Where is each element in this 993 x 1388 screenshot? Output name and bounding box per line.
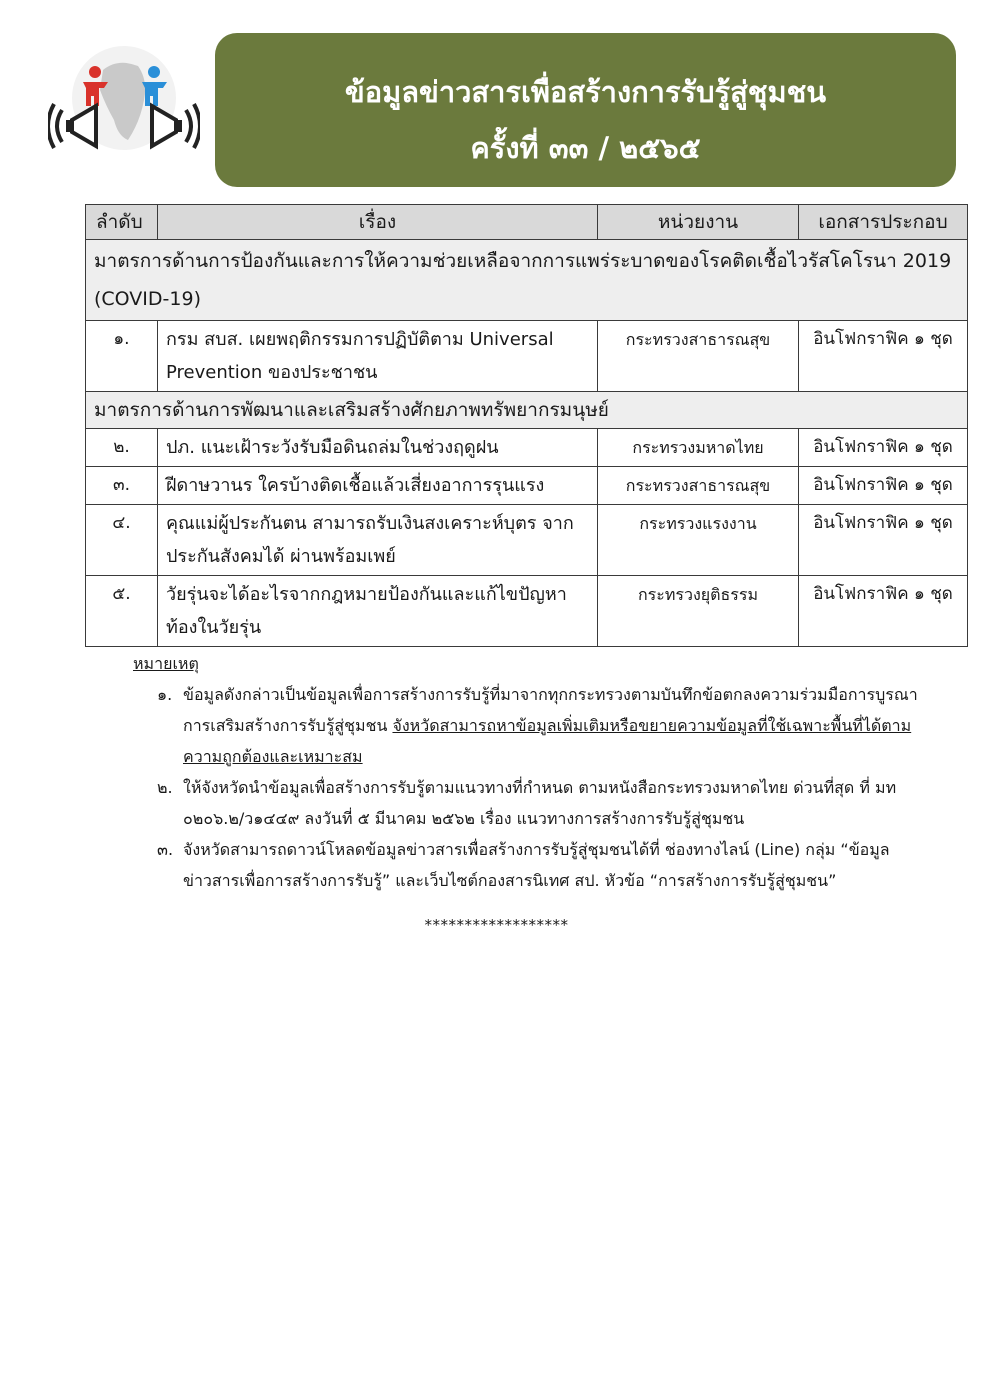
note-item <box>133 834 933 896</box>
note-text: ข้อมูลดังกล่าวเป็นข้อมูลเพื่อการสร้างการรับรู้ที่มาจากทุกกระทรวงตามบันทึกข้อตกลงความร่วมมือการบูรณาการเสริมสร้างการรับรู้สู่ชุมชน <box>183 685 918 735</box>
row-document: อินโฟกราฟิค ๑ ชุด <box>799 429 968 467</box>
row-number: ๒. <box>86 429 158 467</box>
table-row <box>86 321 968 392</box>
row-topic: คุณแม่ผู้ประกันตน สามารถรับเงินสงเคราะห์บุตร จากประกันสังคมได้ ผ่านพร้อมเพย์ <box>158 505 598 576</box>
row-agency: กระทรวงแรงงาน <box>598 505 799 576</box>
note-item <box>133 772 933 834</box>
row-topic: ฝีดาษวานร ใครบ้างติดเชื้อแล้วเสี่ยงอาการรุนแรง <box>158 467 598 505</box>
logo <box>48 40 200 170</box>
row-document: อินโฟกราฟิค ๑ ชุด <box>799 576 968 647</box>
row-document: อินโฟกราฟิค ๑ ชุด <box>799 321 968 392</box>
row-agency: กระทรวงสาธารณสุข <box>598 321 799 392</box>
section-row-human-resources <box>86 392 968 429</box>
row-number: ๓. <box>86 467 158 505</box>
row-document: อินโฟกราฟิค ๑ ชุด <box>799 467 968 505</box>
row-agency: กระทรวงยุติธรรม <box>598 576 799 647</box>
section-row-covid <box>86 240 968 321</box>
row-document: อินโฟกราฟิค ๑ ชุด <box>799 505 968 576</box>
note-number: ๓. <box>157 840 174 859</box>
notes-title: หมายเหตุ <box>133 654 199 673</box>
table-row <box>86 505 968 576</box>
separator: ****************** <box>424 916 569 934</box>
table-header-row <box>86 205 968 240</box>
row-number: ๔. <box>86 505 158 576</box>
table-row <box>86 429 968 467</box>
table-row <box>86 576 968 647</box>
section-title: มาตรการด้านการป้องกันและการให้ความช่วยเหลือจากการแพร่ระบาดของโรคติดเชื้อไวรัสโคโรนา 2019 (COVID-19) <box>86 240 968 321</box>
row-number: ๑. <box>86 321 158 392</box>
note-underlined-text: จังหวัดสามารถหาข้อมูลเพิ่มเติมหรือขยายความข้อมูลที่ใช้เฉพาะพื้นที่ได้ตามความถูกต้องและเหมาะสม <box>183 716 912 766</box>
people-megaphone-logo-icon <box>48 40 200 170</box>
table-row <box>86 467 968 505</box>
row-agency: กระทรวงสาธารณสุข <box>598 467 799 505</box>
row-number: ๕. <box>86 576 158 647</box>
note-text: จังหวัดสามารถดาวน์โหลดข้อมูลข่าวสารเพื่อสร้างการรับรู้สู่ชุมชนได้ที่ ช่องทางไลน์ (Line) กลุ่ม “ข้อมูลข่าวสารเพื่อการสร้างการรับรู้” และเว็บไซต์กองสารนิเทศ สป. หัวข้อ “การสร้างการรับรู้สู่ชุมชน” <box>183 840 890 890</box>
header-topic: เรื่อง <box>158 205 598 240</box>
title-banner <box>215 33 956 187</box>
header-no: ลำดับ <box>86 205 158 240</box>
section-title: มาตรการด้านการพัฒนาและเสริมสร้างศักยภาพทรัพยากรมนุษย์ <box>86 392 968 429</box>
row-topic: ปภ. แนะเฝ้าระวังรับมือดินถล่มในช่วงฤดูฝน <box>158 429 598 467</box>
issue-number: ครั้งที่ ๓๓ / ๒๕๖๕ <box>470 131 701 165</box>
row-topic: วัยรุ่นจะได้อะไรจากกฎหมายป้องกันและแก้ไขปัญหาท้องในวัยรุ่น <box>158 576 598 647</box>
note-text: ให้จังหวัดนำข้อมูลเพื่อสร้างการรับรู้ตามแนวทางที่กำหนด ตามหนังสือกระทรวงมหาดไทย ด่วนที่สุด ที่ มท ๐๒๐๖.๒/ว๑๔๔๙ ลงวันที่ ๕ มีนาคม ๒๕๖๒ เรื่อง แนวทางการสร้างการรับรู้สู่ชุมชน <box>183 778 897 828</box>
row-topic: กรม สบส. เผยพฤติกรรมการปฏิบัติตาม Universal Prevention ของประชาชน <box>158 321 598 392</box>
note-item <box>133 679 933 772</box>
row-agency: กระทรวงมหาดไทย <box>598 429 799 467</box>
notes-section <box>133 648 933 896</box>
note-number: ๒. <box>157 778 173 797</box>
header-doc: เอกสารประกอบ <box>799 205 968 240</box>
topics-table <box>85 204 968 647</box>
page-title: ข้อมูลข่าวสารเพื่อสร้างการรับรู้สู่ชุมชน <box>344 75 827 109</box>
note-number: ๑. <box>157 685 173 704</box>
header-agency: หน่วยงาน <box>598 205 799 240</box>
